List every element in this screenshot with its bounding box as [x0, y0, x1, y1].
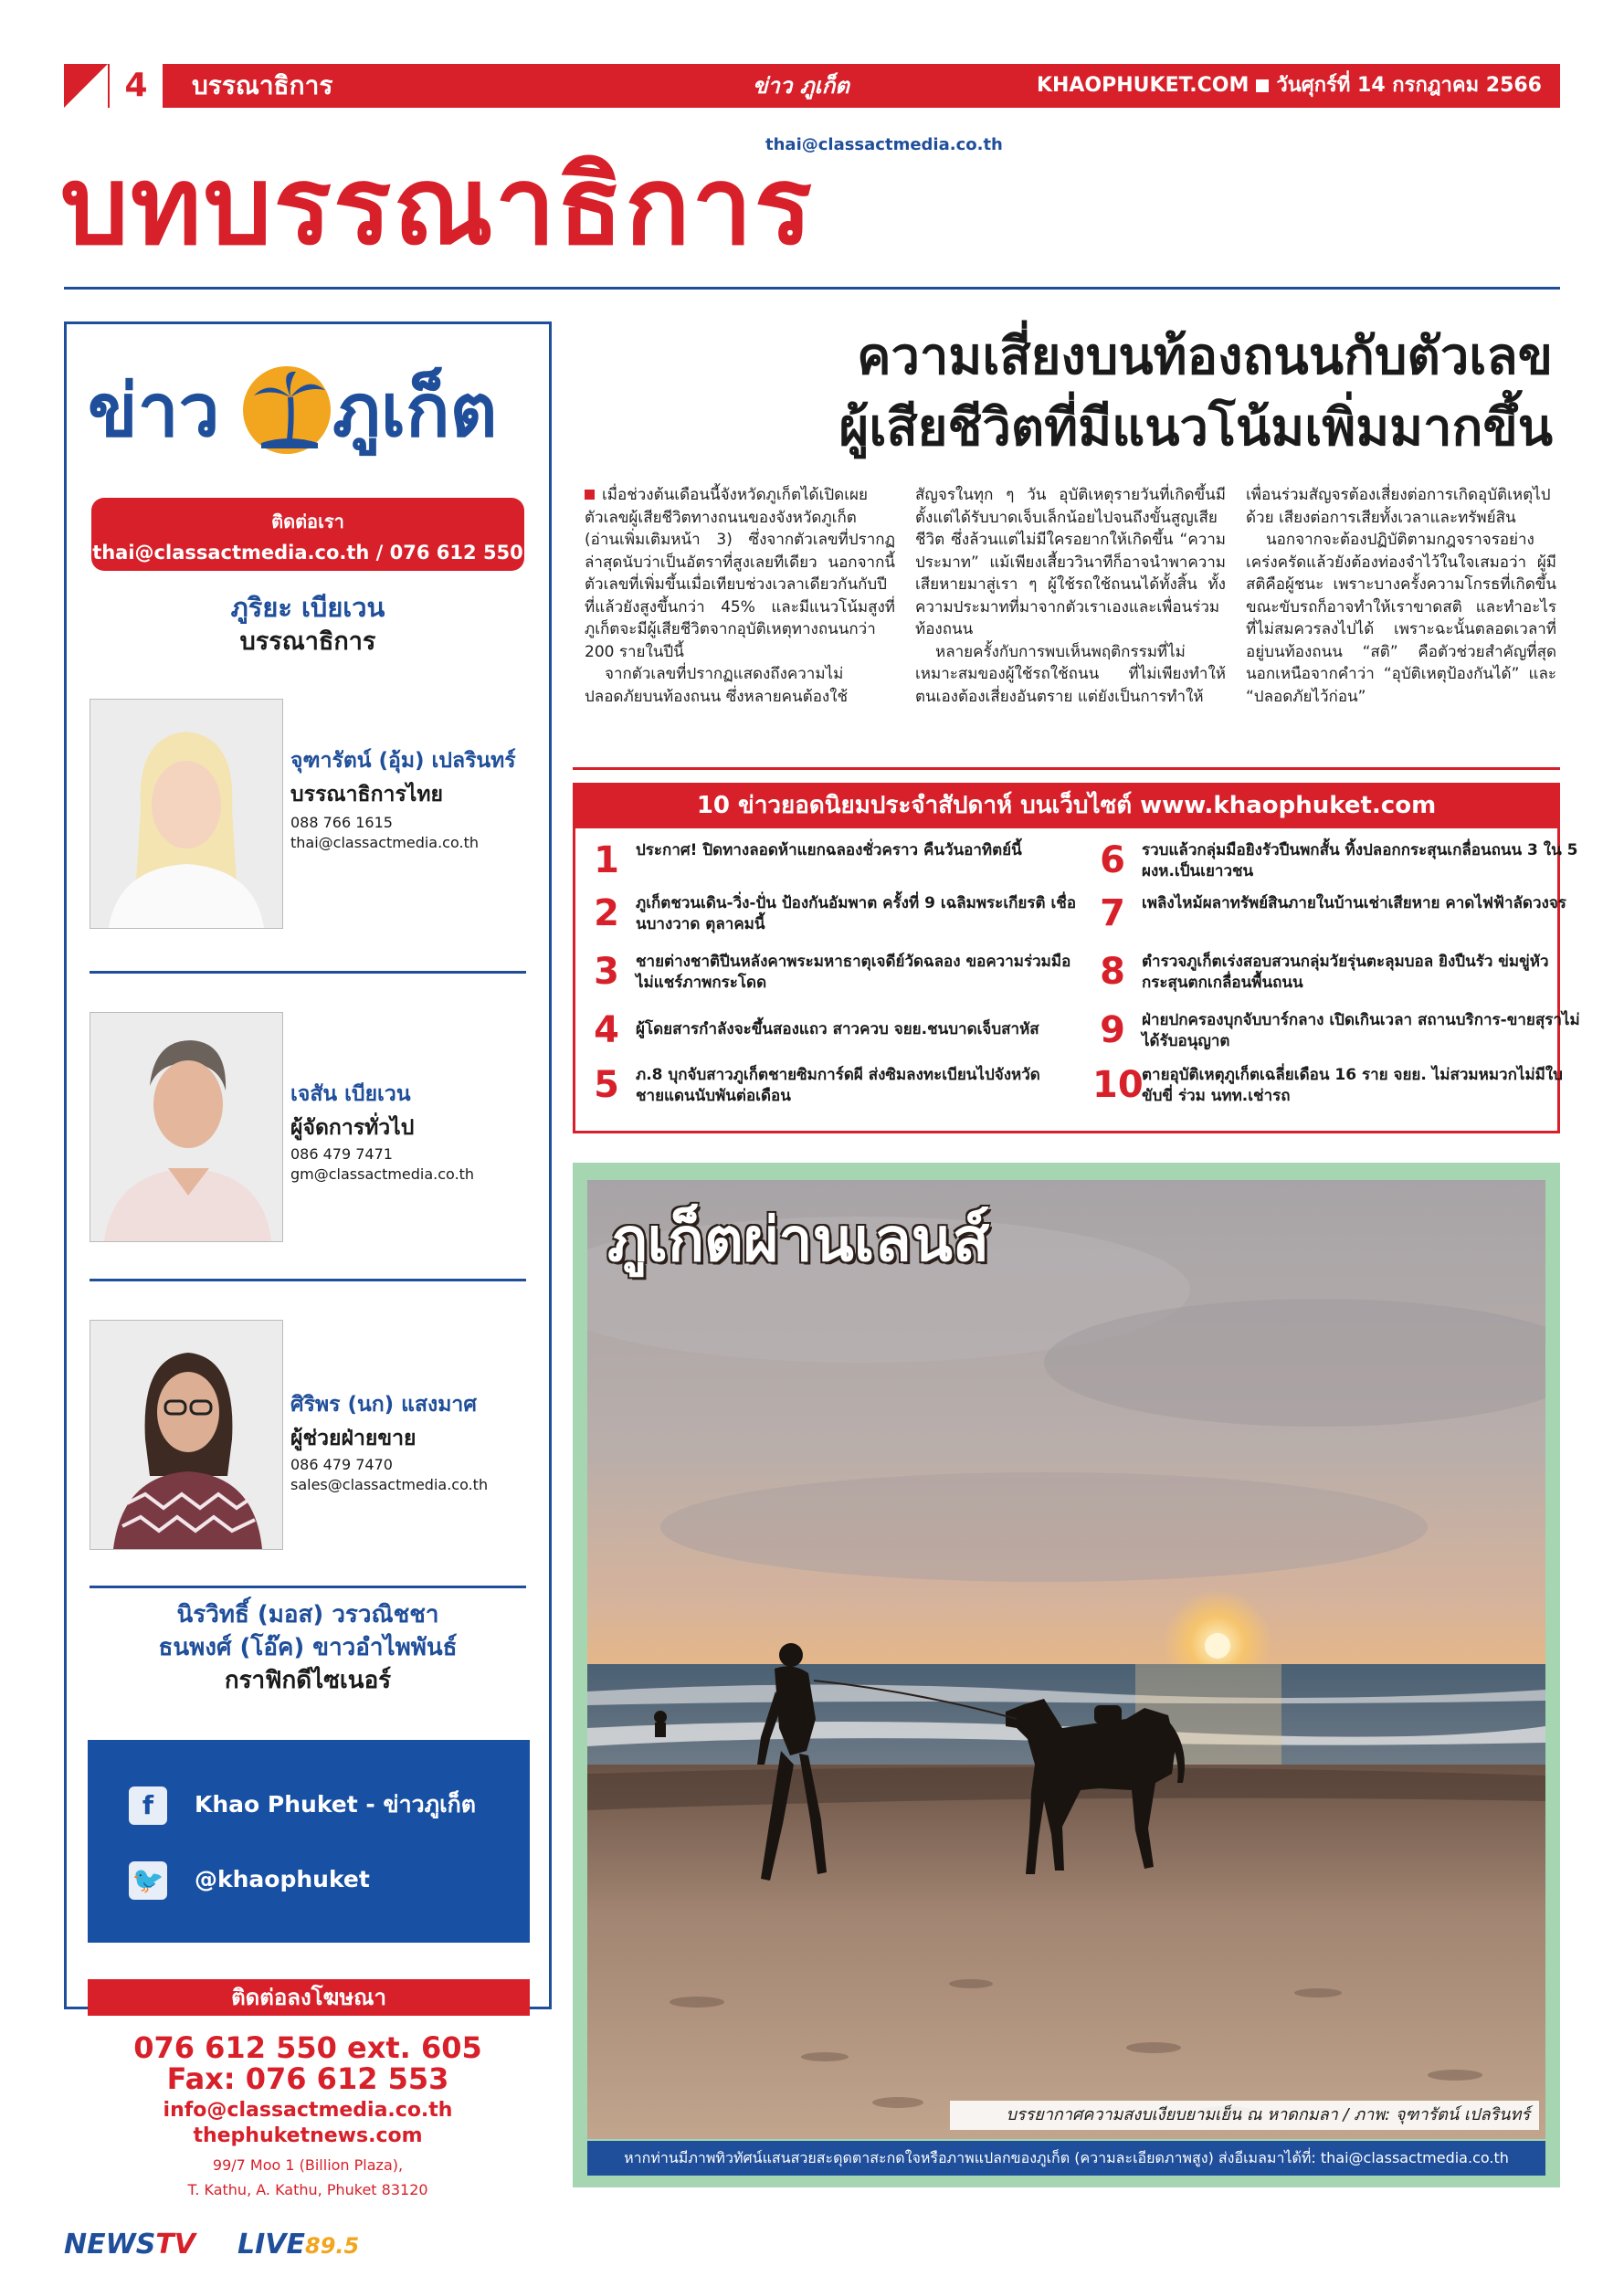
contact-value[interactable]: thai@classactmedia.co.th / 076 612 550	[92, 542, 523, 564]
top10-title: 10 ข่าวยอดนิยมประจำสัปดาห์ บนเว็บไซต์ www.khaophuket.com	[573, 783, 1560, 828]
staff-2-role: ผู้จัดการทั่วไป	[290, 1116, 415, 1140]
newstv-text: NEWS	[64, 2229, 156, 2261]
top10-item-text: ภ.8 บุกจับสาวภูเก็ตชายซิมการ์ดผี ส่งซิมลงทะเบียนไปจังหวัดชายแดนนับพันต่อเดือน	[636, 1066, 1040, 1105]
ad-address-1: 99/7 Moo 1 (Billion Plaza),	[212, 2156, 404, 2174]
designer-2-name: ธนพงศ์ (โอ๊ค) ขาวอำไพพันธ์	[158, 1634, 458, 1661]
staff-1-contact	[290, 813, 479, 853]
staff-2-phone: 086 479 7471	[290, 1145, 393, 1163]
staff-2-email[interactable]: gm@classactmedia.co.th	[290, 1165, 475, 1183]
staff-1-name: จุฑารัตน์ (อุ้ม) เปลรินทร์	[290, 749, 516, 773]
staff-3-email[interactable]: sales@classactmedia.co.th	[290, 1476, 489, 1493]
staff-photo-2	[90, 1012, 283, 1242]
newstv-suffix: TV	[155, 2229, 195, 2261]
staff-separator	[90, 971, 526, 974]
staff-1-email[interactable]: thai@classactmedia.co.th	[290, 834, 479, 851]
ad-phone: 076 612 550 ext. 605	[133, 2030, 482, 2065]
palm-tree-icon	[252, 370, 325, 452]
staff-photo-1	[90, 699, 283, 929]
social-box	[88, 1740, 530, 1943]
bullet-square-icon	[585, 490, 595, 500]
article-divider	[573, 767, 1560, 770]
top10-item-text: ภูเก็ตชวนเดิน-วิ่ง-ปั่น ป้องกันอัมพาต ครั้งที่ 9 เฉลิมพระเกียรติ เชื่อนบางวาด ตุลาคมนี้	[636, 894, 1077, 933]
col1-paragraph-2: จากตัวเลขที่ปรากฏแสดงถึงความไม่ปลอดภัยบนท้องถนน ซึ่งหลายคนต้องใช้	[585, 665, 849, 706]
headline-line-2: ผู้เสียชีวิตที่มีแนวโน้มเพิ่มมากขึ้น	[838, 398, 1553, 458]
ad-address-2: T. Kathu, A. Kathu, Phuket 83120	[187, 2181, 428, 2198]
staff-1-role: บรรณาธิการไทย	[290, 783, 443, 806]
newstv-logo	[64, 2229, 195, 2261]
top10-item-text: รวบแล้วกลุ่มมือยิงรัวปืนพกสั้น ทิ้งปลอกกระสุนเกลื่อนถนน 3 ใน 5 ผงห.เป็นเยาวชน	[1142, 841, 1578, 880]
feature-title: ภูเก็ตผ่านเลนส์	[607, 1205, 990, 1275]
header-logo: ข่าว ภูเก็ต	[753, 73, 849, 99]
designer-1-name: นิรวิทธิ์ (มอส) วรวณิชชา	[176, 1601, 439, 1628]
article-column-1	[585, 484, 895, 708]
col3-paragraph-2: นอกจากจะต้องปฏิบัติตามกฎจราจรอย่างเคร่งครัดแล้วยังต้องท่องจำไว้ในใจเสมอว่า ผู้มีสติคือผู้ชนะ เพราะบางครั้งความโกรธที่เกิดขึ้นขณะขับรถก็อาจทำให้เราขาดสติ และทำอะไรที่ไม่สมควรลงไปได้ เพราะฉะนั้นตลอดเวลาที่อยู่บนท้องถนน “สติ” คือตัวช่วยสำคัญที่สุด นอกเหนือจากคำว่า “อุบัติเหตุป้องกันได้” และ “ปลอดภัยไว้ก่อน”	[1246, 531, 1556, 706]
staff-photo-3-avatar-icon	[90, 1321, 282, 1549]
staff-3-role: ผู้ช่วยฝ่ายขาย	[290, 1427, 417, 1450]
top10-item-text: ชายต่างชาติปีนหลังคาพระมหาธาตุเจดีย์วัดฉลอง ขอความร่วมมือไม่แชร์ภาพกระโดด	[636, 953, 1071, 992]
staff-1-phone: 088 766 1615	[290, 814, 393, 831]
top10-item-number: 6	[1100, 839, 1125, 881]
top10-item-text: ฝ่ายปกครองบุกจับบาร์กลาง เปิดเกินเวลา สถานบริการ-ขายสุราไม่ได้รับอนุญาต	[1142, 1011, 1580, 1050]
contact-label: ติดต่อเรา	[271, 511, 344, 532]
top10-item-text: ตายอุบัติเหตุภูเก็ตเฉลี่ยเดือน 16 ราย จยย. ไม่สวมหมวกไม่มีใบขับขี่ ร่วม นทท.เช่ารถ	[1142, 1066, 1563, 1105]
top10-item-text: ผู้โดยสารกำลังจะขึ้นสองแถว สาวควบ จยย.ชนบาดเจ็บสาหัส	[636, 1020, 1039, 1038]
staff-3-contact	[290, 1455, 488, 1495]
beach-sunset-image	[587, 1180, 1545, 2139]
editor-name: ภูริยะ เบียเวน	[230, 592, 385, 623]
facebook-icon: f	[129, 1786, 167, 1825]
editorial-email[interactable]: thai@classactmedia.co.th	[765, 135, 1003, 154]
live-radio-logo	[237, 2229, 359, 2261]
staff-photo-3	[90, 1320, 283, 1550]
article-headline	[585, 321, 1553, 464]
top10-item-number: 9	[1100, 1009, 1125, 1051]
live-text: LIVE	[237, 2229, 305, 2261]
live-frequency: 89.5	[305, 2233, 360, 2259]
brand-text-right: ภูเก็ต	[332, 368, 498, 453]
top10-item-number: 5	[594, 1064, 619, 1106]
top10-item-number: 3	[594, 951, 619, 993]
facebook-link[interactable]	[129, 1786, 476, 1824]
staff-2-contact	[290, 1144, 474, 1185]
top10-item-number: 8	[1100, 951, 1125, 993]
issue-date: วันศุกร์ที่ 14 กรกฎาคม 2566	[1276, 74, 1542, 97]
contact-pill	[91, 498, 524, 571]
col2-paragraph-1: สัญจรในทุก ๆ วัน อุบัติเหตุรายวันที่เกิดขึ้นมีตั้งแต่ได้รับบาดเจ็บเล็กน้อยไปจนถึงขั้นสูญเสียชีวิต ซึ่งล้วนแต่ไม่มีใครอยากให้เกิดขึ้น “ความประมาท” แม้เพียงเสี้ยววินาทีก็อาจนำพาความเสียหายมาสู่เรา ๆ ผู้ใช้รถใช้ถนนได้ทั้งสิ้น ทั้งความประมาทที่มาจากตัวเราเองและเพื่อนร่วมท้องถนน	[915, 486, 1226, 638]
top10-item-text: ประกาศ! ปิดทางลอดห้าแยกฉลองชั่วคราว คืนวันอาทิตย์นี้	[636, 841, 1022, 859]
article-column-3	[1246, 484, 1556, 708]
col3-paragraph-1: เพื่อนร่วมสัญจรต้องเสี่ยงต่อการเกิดอุบัติเหตุไปด้วย เสียงต่อการเสียทั้งเวลาและทรัพย์สิน	[1246, 486, 1551, 527]
corner-logo-icon	[64, 64, 108, 108]
staff-photo-1-avatar-icon	[90, 700, 282, 928]
article-column-2	[915, 484, 1226, 708]
staff-separator	[90, 1586, 526, 1588]
site-and-date	[1037, 64, 1542, 108]
section-name: บรรณาธิการ	[192, 70, 333, 100]
staff-separator	[90, 1279, 526, 1281]
twitter-icon: 🐦	[129, 1861, 167, 1900]
top10-item-number: 2	[594, 892, 619, 934]
advertising-bar: ติดต่อลงโฆษณา	[88, 1979, 530, 2016]
facebook-label: Khao Phuket - ข่าวภูเก็ต	[195, 1791, 477, 1818]
separator-square-icon	[1256, 79, 1269, 92]
top10-item-text: ตำรวจภูเก็ตเร่งสอบสวนกลุ่มวัยรุ่นตะลุมบอล ยิงปืนรัว ข่มขู่หัวกระสุนตกเกลื่อนพื้นถนน	[1142, 953, 1549, 992]
page-title: บทบรรณาธิการ	[60, 142, 815, 269]
designers-role: กราฟิกดีไซเนอร์	[224, 1667, 392, 1694]
top10-item-number: 4	[594, 1009, 619, 1051]
ad-website[interactable]: thephuketnews.com	[193, 2124, 423, 2147]
twitter-label: @khaophuket	[195, 1866, 370, 1892]
editor-role: บรรณาธิการ	[239, 627, 376, 656]
staff-3-name: ศิริพร (นก) แสงมาศ	[290, 1393, 477, 1417]
designers-credit	[64, 1598, 552, 1697]
ad-fax: Fax: 076 612 553	[166, 2061, 449, 2096]
beach-photo	[587, 1180, 1545, 2139]
top10-item-number: 1	[594, 839, 619, 881]
staff-2-name: เจสัน เบียเวน	[290, 1082, 411, 1106]
page-number: 4	[124, 67, 148, 104]
ad-email[interactable]: info@classactmedia.co.th	[163, 2099, 453, 2122]
staff-photo-2-avatar-icon	[90, 1013, 282, 1241]
article-body	[585, 484, 1560, 749]
headline-line-1: ความเสี่ยงบนท้องถนนกับตัวเลข	[857, 327, 1553, 386]
twitter-link[interactable]	[129, 1860, 370, 1899]
brand-text-left: ข่าว	[88, 368, 220, 453]
col2-paragraph-2: หลายครั้งกับการพบเห็นพฤติกรรมที่ไม่เหมาะสมของผู้ใช้รถใช้ถนน ที่ไม่เพียงทำให้ตนเองต้องเสี่ยงอันตราย แต่ยังเป็นการทำให้	[915, 642, 1226, 706]
col1-paragraph-1: เมื่อช่วงต้นเดือนนี้จังหวัดภูเก็ตได้เปิดเผยตัวเลขผู้เสียชีวิตทางถนนของจังหวัดภูเก็ต (อ่านเพิ่มเติมหน้า 3) ซึ่งจากตัวเลขที่ปรากฏล่าสุดนับว่าเป็นอัตราที่สูงเลยทีเดียว นอกจากนี้ตัวเลขที่เพิ่มขึ้นเมื่อเทียบช่วงเวลาเดียวกันกับปีที่แล้วยังสูงขึ้นกว่า 45% และมีแนวโน้มสูงที่ภูเก็ตจะมีผู้เสียชีวิตจากอุบัติเหตุทางถนนกว่า 200 รายในปีนี้	[585, 486, 895, 661]
photo-caption: บรรยากาศความสงบเงียบยามเย็น ณ หาดกมลา / ภาพ: จุฑารัตน์ เปลรินทร์	[950, 2101, 1539, 2130]
brand-logo	[88, 352, 526, 470]
top10-item-text: เพลิงไหม้ผลาทรัพย์สินภายในบ้านเช่าเสียหาย คาดไฟฟ้าลัดวงจร	[1142, 894, 1566, 912]
top10-item-number: 10	[1092, 1064, 1144, 1106]
photo-submission-note: หากท่านมีภาพทิวทัศน์แสนสวยสะดุดตาสะกดใจหรือภาพแปลกของภูเก็ต (ความละเอียดภาพสูง) ส่งอีเมลมาได้ที่: thai@classactmedia.co.th	[587, 2141, 1545, 2176]
top10-item-number: 7	[1100, 892, 1125, 934]
staff-3-phone: 086 479 7470	[290, 1456, 393, 1473]
title-divider	[64, 287, 1560, 290]
site-url[interactable]: KHAOPHUKET.COM	[1036, 74, 1250, 97]
advertising-info	[64, 2032, 552, 2202]
